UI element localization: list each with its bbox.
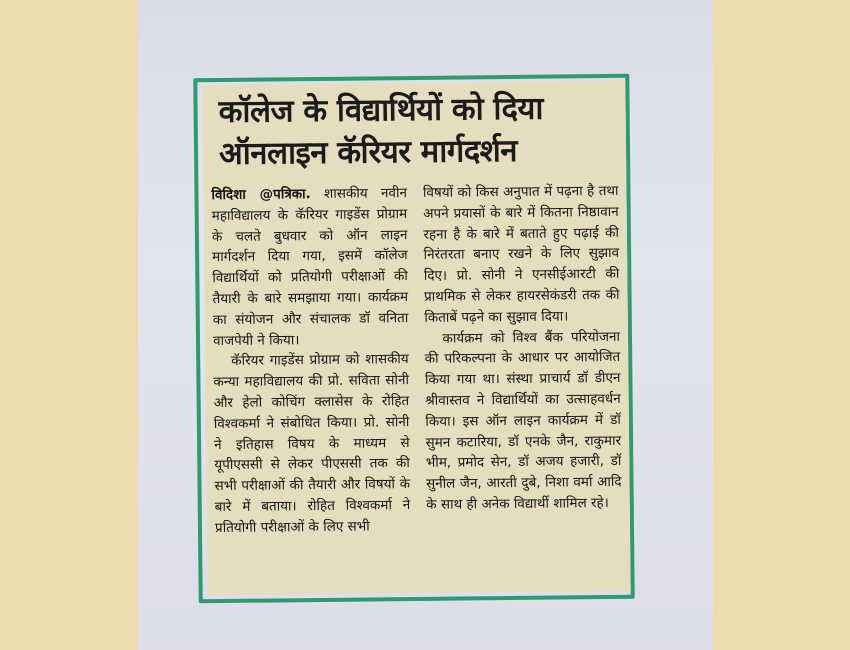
article-column-2 (423, 181, 622, 537)
dateline: विदिशा @पत्रिका. (211, 186, 311, 204)
headline-line-2: ऑनलाइन कॅरियर मार्गदर्शन (218, 132, 518, 173)
paragraph-3: विषयों को किस अनुपात में पढ़ना है तथा अपने प्रयासों के बारे में कितना निष्ठावान रहना है के बारे में बताते हुए पढ़ाई की निरंतरता बनाए रखने के लिए सुझाव दिए। प्रो. सोनी ने एनसीईआरटी की प्राथमिक से लेकर हायरसेकंडरी तक की किताबें पढ़ने का सुझाव दिया। (422, 182, 620, 326)
article-body (211, 181, 622, 539)
headline-line-1: कॉलेज के विद्यार्थियों को दिया (218, 90, 544, 131)
paragraph-2: कॅरियर गाइडेंस प्रोग्राम को शासकीय कन्या महाविद्यालय की प्रो. सविता सोनी और हेलो कोचिंग क्लासेस के रोहित विश्वकर्मा ने संबोधित किया। प्रो. सोनी ने इतिहास विषय के माध्यम से यूपीएससी से लेकर पीएससी तक की सभी परीक्षाओं की तैयारी और विषयों के बारे में बताया। रोहित विश्वकर्मा ने प्रतियोगी परीक्षाओं के लिए सभी (213, 351, 411, 536)
article-column-1 (211, 183, 410, 539)
headline (218, 87, 618, 175)
paragraph-1 (211, 183, 408, 351)
newspaper-clipping (202, 81, 630, 595)
paragraph-4: कार्यक्रम को विश्व बैंक परियोजना की परिकल्पना के आधार पर आयोजित किया गया था। संस्था प्राचार्य डॉ डीएन श्रीवास्तव ने विद्यार्थियों का उत्साहवर्धन किया। इस ऑन लाइन कार्यक्रम में डॉ सुमन कटारिया, डॉ एनके जैन, राकुमार भीम, प्रमोद सेन, डॉ अजय हजारी, डॉ सुनील जैन, आरती दुबे, निशा वर्मा आदि के साथ ही अनेक विद्यार्थी शामिल रहे। (424, 328, 622, 513)
paragraph-1-text: शासकीय नवीन महाविद्यालय के कॅरियर गाइडेंस प्रोग्राम के चलते बुधवार को ऑन लाइन मार्गदर्शन दिया गया, इसमें कॉलेज विद्यार्थियों को प्रतियोगी परीक्षाओं की तैयारी के बारे समझाया गया। कार्यक्रम का संयोजन और संचालक डॉ वनिता वाजपेयी ने किया। (211, 185, 409, 349)
